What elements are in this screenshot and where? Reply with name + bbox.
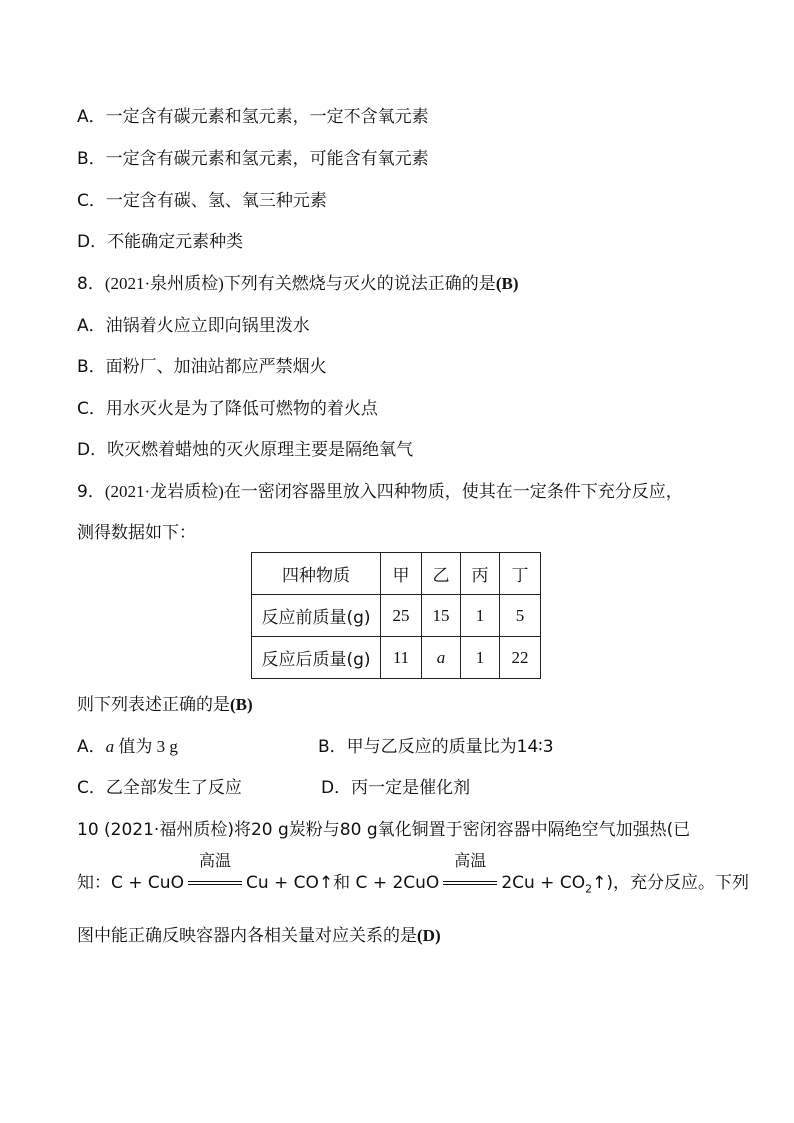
q8-option-c: C．用水灭火是为了降低可燃物的着火点 <box>77 399 378 419</box>
q10-equation-line: 知：C + CuO 高温 Cu + CO↑和 C + 2CuO 高温 $2Cu + CO_2↑$)，充分反应。下列 <box>77 851 749 896</box>
q9-option-b: B．甲与乙反应的质量比为14∶3 <box>318 737 554 757</box>
table-header-cell: 四种物质 <box>252 553 381 595</box>
q9-stem-line2: 测得数据如下： <box>77 523 196 543</box>
q7-option-d: D．不能确定元素种类 <box>77 232 244 252</box>
q9-text1: 在一密闭容器里放入四种物质，使其在一定条件下充分反应， <box>223 482 683 502</box>
table-row-label: 反应前质量(g) <box>252 595 381 637</box>
q8-option-b: B．面粉厂、加油站都应严禁烟火 <box>77 357 327 377</box>
table-cell: 11 <box>381 637 422 679</box>
q9-answer: (B) <box>230 695 253 714</box>
q7-option-c: C．一定含有碳、氢、氧三种元素 <box>77 191 327 211</box>
table-cell: 1 <box>461 637 500 679</box>
eq1-reactants: 知：C + CuO <box>77 873 184 893</box>
q7-option-a: A．一定含有碳元素和氢元素，一定不含氧元素 <box>77 107 429 127</box>
q9-source: (2021·龙岩质检) <box>104 482 224 501</box>
table-row <box>252 595 541 637</box>
table-cell: 22 <box>500 637 541 679</box>
q8-option-a: A．油锅着火应立即向锅里泼水 <box>77 316 310 336</box>
q8-stem <box>77 273 518 295</box>
eq2-products: 2Cu + CO <box>501 873 586 893</box>
table-header-cell: 乙 <box>422 553 461 595</box>
table-cell: 15 <box>422 595 461 637</box>
q10-stem-line1: 10 (2021·福州质检)将20 g炭粉与80 g氧化铜置于密闭容器中隔绝空气加强热(已 <box>77 820 691 840</box>
condition-high-temp-1: 高温 <box>188 872 242 894</box>
table-cell: 25 <box>381 595 422 637</box>
table-cell: 5 <box>500 595 541 637</box>
q9-after-table: 则下列表述正确的是(B) <box>77 695 253 715</box>
table-row <box>252 553 541 595</box>
q9-option-c: C．乙全部发生了反应 <box>77 778 242 798</box>
table-header-cell: 丙 <box>461 553 500 595</box>
q8-source: (2021·泉州质检) <box>104 274 224 293</box>
q9-number: 9． <box>77 482 105 502</box>
eq1-products: Cu + CO↑和 C + 2CuO <box>245 873 440 893</box>
q7-option-b: B．一定含有碳元素和氢元素，可能含有氧元素 <box>77 149 429 169</box>
q9-data-table <box>251 552 541 679</box>
q8-option-d: D．吹灭燃着蜡烛的灭火原理主要是隔绝氧气 <box>77 440 414 460</box>
table-cell: 1 <box>461 595 500 637</box>
table-cell: a <box>422 637 461 679</box>
q9-option-d: D．丙一定是催化剂 <box>321 778 471 798</box>
q8-number: 8． <box>77 274 105 294</box>
table-row <box>252 637 541 679</box>
q8-answer: (B) <box>495 274 519 293</box>
q10-stem-line3: 图中能正确反映容器内各相关量对应关系的是(D) <box>77 926 441 946</box>
q9-option-a: A．a 值为 3 g <box>77 737 178 757</box>
table-header-cell: 甲 <box>381 553 422 595</box>
q9-stem-line1 <box>77 481 683 503</box>
table-row-label: 反应后质量(g) <box>252 637 381 679</box>
condition-high-temp-2: 高温 <box>443 872 497 894</box>
q10-answer: (D) <box>417 926 441 945</box>
q8-text: 下列有关燃烧与灭火的说法正确的是 <box>223 274 496 294</box>
table-header-cell: 丁 <box>500 553 541 595</box>
